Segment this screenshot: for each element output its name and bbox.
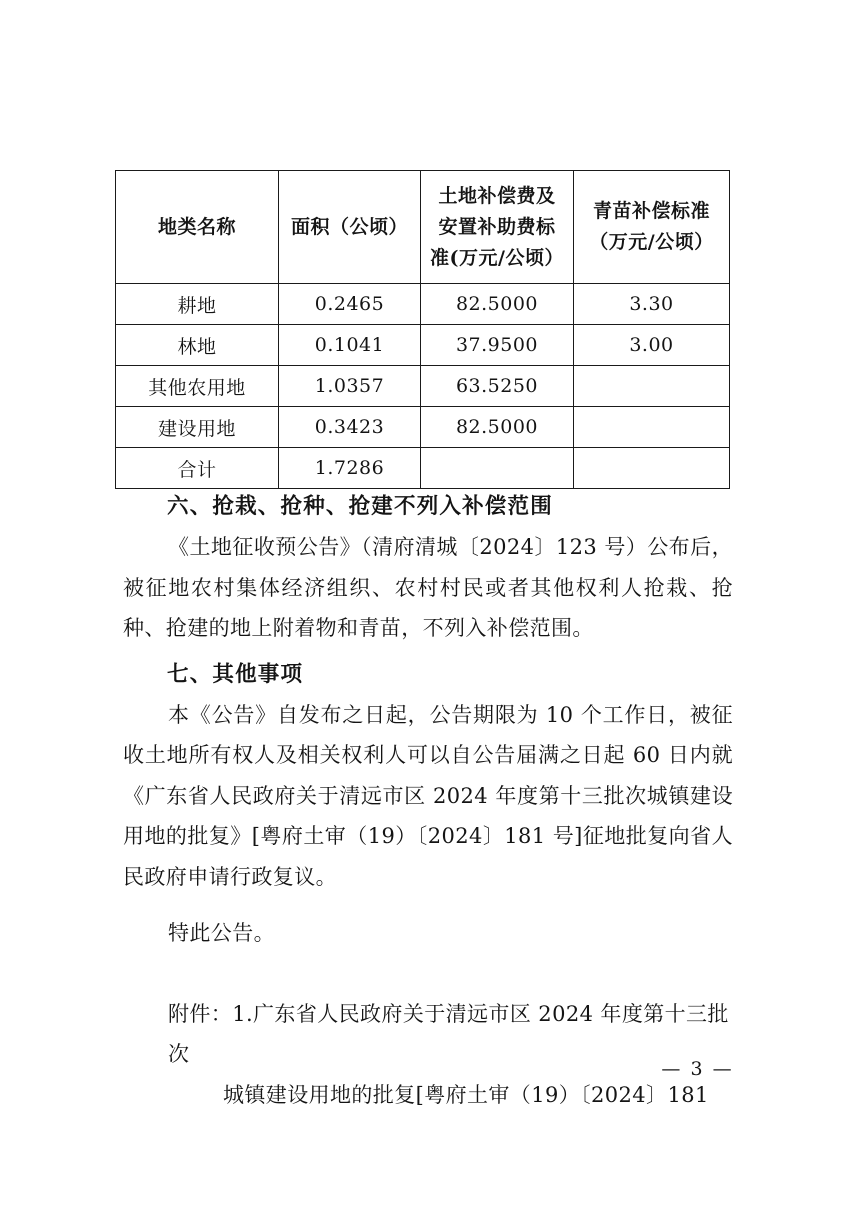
compensation-table (115, 170, 730, 489)
cell-land-compensation: 37.9500 (421, 325, 574, 366)
table-header-land-type-label: 地类名称 (157, 215, 236, 238)
cell-land-compensation: 82.5000 (421, 284, 574, 325)
table-row (116, 448, 730, 489)
table-header-crop-compensation (574, 171, 730, 284)
table-row (116, 407, 730, 448)
attachment-line-2: 城镇建设用地的批复[粤府土审（19）〔2024〕181 (223, 1082, 709, 1107)
cell-land-compensation: 63.5250 (421, 366, 574, 407)
table-body (116, 284, 730, 489)
cell-land-compensation-total (421, 448, 574, 489)
cell-crop-compensation-total (574, 448, 730, 489)
table-header-land-compensation-line2: 安置补助费标 (438, 215, 556, 238)
section-six-paragraph: 《土地征收预公告》（清府清城〔2024〕123 号）公布后，被征地农村集体经济组织、农村村民或者其他权利人抢栽、抢种、抢建的地上附着物和青苗，不列入补偿范围。 (123, 535, 733, 640)
compensation-table-container (115, 170, 729, 489)
table-header-land-compensation-line1: 土地补偿费及 (438, 184, 556, 207)
cell-crop-compensation: 3.30 (574, 284, 730, 325)
attachment-spacer (123, 954, 733, 994)
cell-land-type: 其他农用地 (116, 366, 279, 407)
cell-land-type-total: 合计 (116, 448, 279, 489)
cell-crop-compensation: 3.00 (574, 325, 730, 366)
cell-land-type: 建设用地 (116, 407, 279, 448)
section-seven-heading: 七、其他事项 (167, 661, 304, 687)
table-header-area-label: 面积（公顷） (290, 215, 408, 238)
table-header-land-compensation-line3: 准(万元/公顷） (430, 246, 564, 269)
table-row (116, 366, 730, 407)
section-seven-paragraph: 本《公告》自发布之日起，公告期限为 10 个工作日，被征收土地所有权人及相关权利人可以自公告届满之日起 60 日内就《广东省人民政府关于清远市区 2024 年度第十三批次城镇建设用地的批复》[粤府土审（19）〔2024〕181 号]征地批复向省人民政府申请行政复议。 (123, 702, 733, 889)
cell-land-type: 林地 (116, 325, 279, 366)
table-header-land-type (116, 171, 279, 284)
table-row (116, 325, 730, 366)
page-number-footer (0, 1058, 850, 1080)
cell-land-compensation: 82.5000 (421, 407, 574, 448)
table-header-area (279, 171, 421, 284)
closing-spacer (123, 897, 733, 913)
section-six-heading: 六、抢栽、抢种、抢建不列入补偿范围 (167, 494, 553, 519)
cell-area: 0.1041 (279, 325, 421, 366)
table-row (116, 284, 730, 325)
page-number-value: — 3 — (661, 1058, 734, 1080)
cell-area: 1.0357 (279, 366, 421, 407)
table-header-row (116, 171, 730, 284)
cell-area: 0.2465 (279, 284, 421, 325)
attachment-block (123, 994, 733, 1116)
attachment-line-1: 附件：1.广东省人民政府关于清远市区 2024 年度第十三批次 (168, 1001, 729, 1066)
closing-statement: 特此公告。 (168, 921, 275, 945)
cell-area-total: 1.7286 (279, 448, 421, 489)
document-body (123, 487, 733, 1115)
cell-area: 0.3423 (279, 407, 421, 448)
cell-crop-compensation (574, 407, 730, 448)
table-header-crop-compensation-line1: 青苗补偿标准 (592, 200, 710, 222)
cell-land-type: 耕地 (116, 284, 279, 325)
cell-crop-compensation (574, 366, 730, 407)
table-header-crop-compensation-line2: （万元/公顷） (589, 231, 714, 253)
table-header-land-compensation (421, 171, 574, 284)
